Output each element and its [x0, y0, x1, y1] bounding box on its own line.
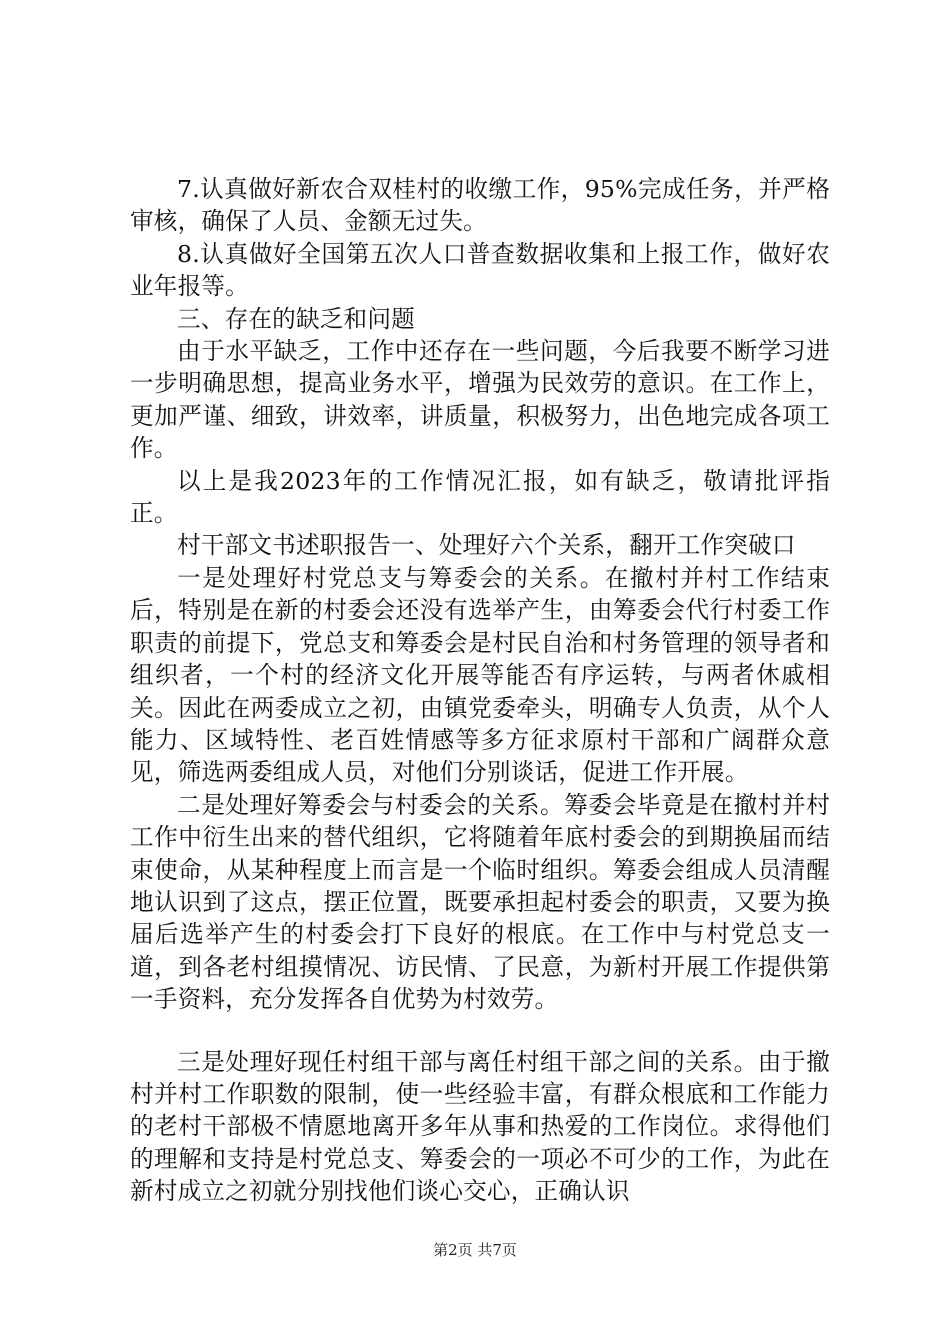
paragraph-summary: 以上是我2023年的工作情况汇报，如有缺乏，敬请批评指正。: [130, 466, 830, 528]
paragraph-problems: 由于水平缺乏，工作中还存在一些问题，今后我要不断学习进一步明确思想，提高业务水平，增强为民效劳的意识。在工作上，更加严谨、细致，讲效率，讲质量，积极努力，出色地完成各项工作。: [130, 337, 830, 463]
paragraph-item-7: 7.认真做好新农合双桂村的收缴工作，95%完成任务，并严格审核，确保了人员、金额无过失。: [130, 175, 830, 236]
paragraph-relation-3: 三是处理好现任村组干部与离任村组干部之间的关系。由于撤村并村工作职数的限制，使一些经验丰富，有群众根底和工作能力的老村干部极不情愿地离开多年从事和热爱的工作岗位。求得他们的理解和支持是村党总支、筹委会的一项必不可少的工作，为此在新村成立之初就分别找他们谈心交心，正确认识: [130, 1047, 830, 1206]
document-body: [130, 173, 830, 1208]
paragraph-item-8: 8.认真做好全国第五次人口普查数据收集和上报工作，做好农业年报等。: [130, 239, 830, 301]
paragraph-relation-2: 二是处理好筹委会与村委会的关系。筹委会毕竟是在撤村并村工作中衍生出来的替代组织，它将随着年底村委会的到期换届而结束使命，从某种程度上而言是一个临时组织。筹委会组成人员清醒地认识到了这点，摆正位置，既要承担起村委会的职责，又要为换届后选举产生的村委会打下良好的根底。在工作中与村党总支一道，到各老村组摸情况、访民情、了民意，为新村开展工作提供第一手资料，充分发挥各自优势为村效劳。: [130, 790, 830, 1014]
paragraph-relation-1: 一是处理好村党总支与筹委会的关系。在撤村并村工作结束后，特别是在新的村委会还没有选举产生，由筹委会代行村委工作职责的前提下，党总支和筹委会是村民自治和村务管理的领导者和组织者，一个村的经济文化开展等能否有序运转，与两者休戚相关。因此在两委成立之初，由镇党委牵头，明确专人负责，从个人能力、区域特性、老百姓情感等多方征求原村干部和广阔群众意见，筛选两委组成人员，对他们分别谈话，促进工作开展。: [130, 563, 830, 787]
section-heading-problems: 三、存在的缺乏和问题: [177, 304, 415, 333]
page-number-footer: 第2页 共7页: [433, 1241, 517, 1259]
report-title-line: 村干部文书述职报告一、处理好六个关系，翻开工作突破口: [177, 531, 796, 560]
